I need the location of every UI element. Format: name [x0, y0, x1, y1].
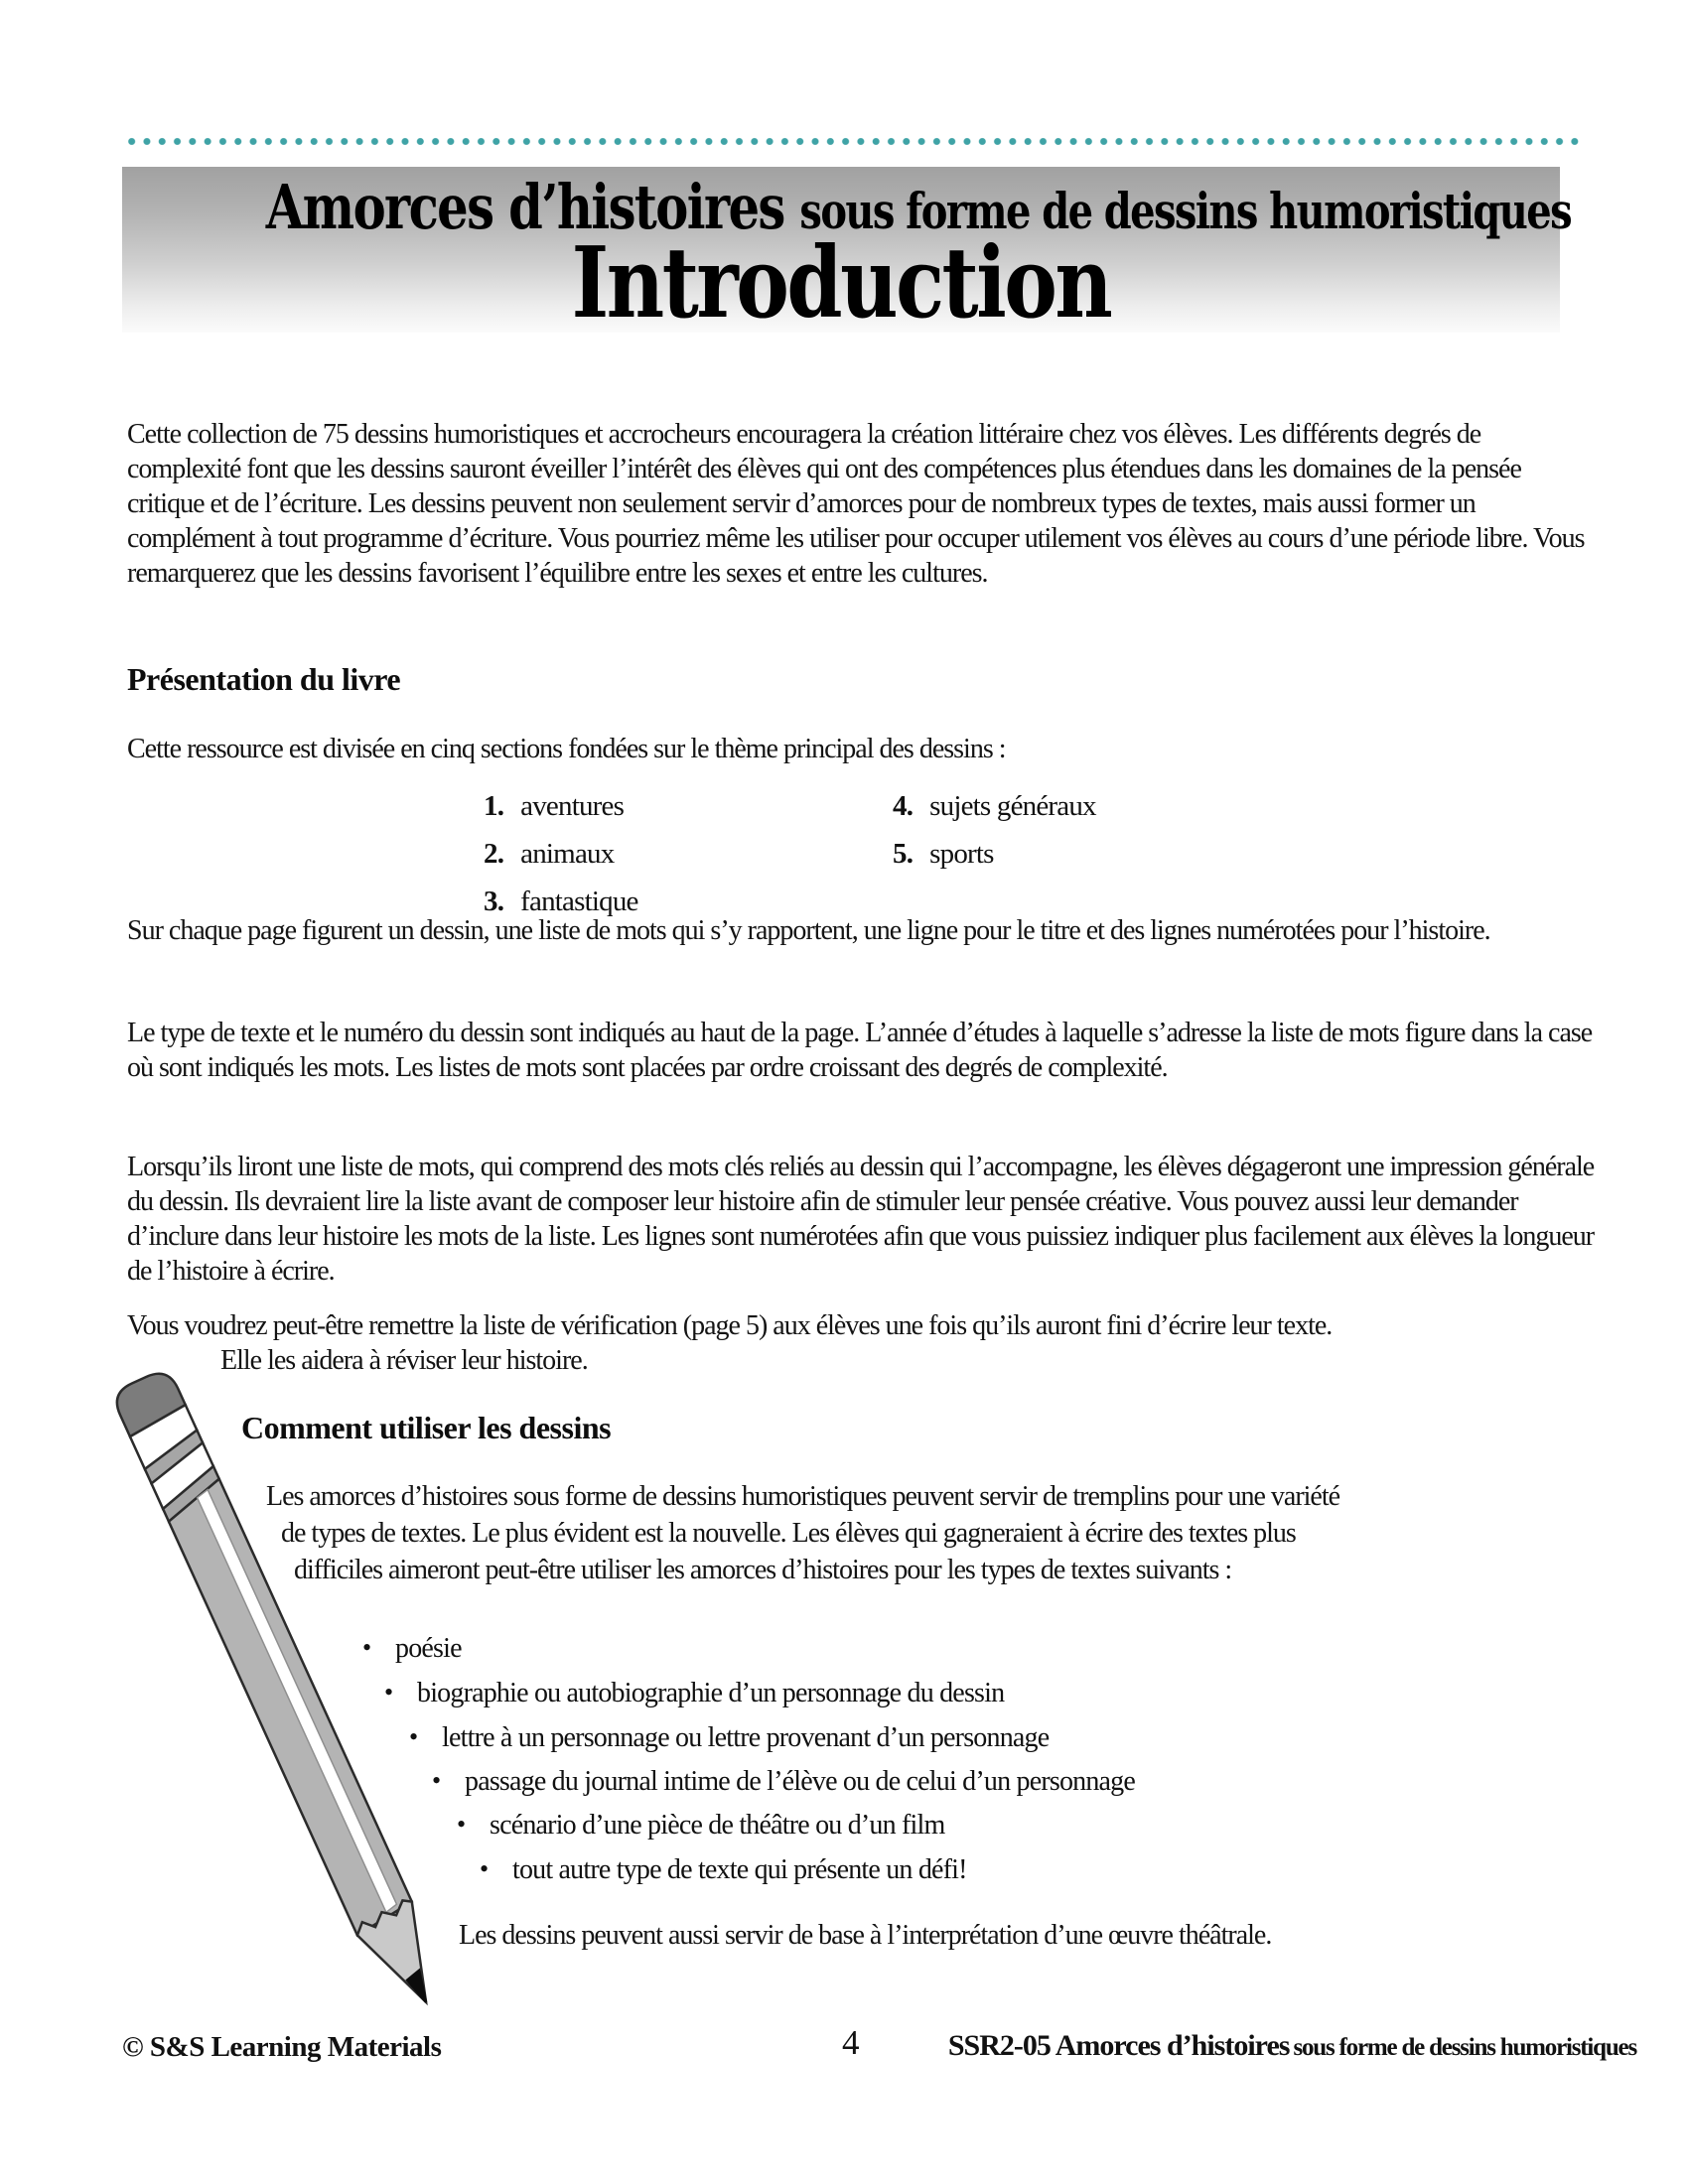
book-title: Amorces d’histoires [265, 171, 784, 243]
footer-page-number: 4 [842, 2023, 860, 2062]
list-item-number: 2. [484, 838, 504, 870]
list-item [893, 838, 994, 871]
list-item [893, 790, 1096, 823]
footer-code-subtitle: sous forme de dessins humoristiques [1293, 2034, 1636, 2061]
list-item-number: 5. [893, 838, 914, 870]
list-item-label: fantastique [520, 886, 638, 917]
section-heading-howto: Comment utiliser les dessins [241, 1410, 612, 1445]
title-banner [122, 167, 1571, 341]
bullet-item-poesie: • poésie [362, 1633, 462, 1665]
list-item-number: 3. [484, 886, 504, 917]
howto-intro-line: Les amorces d’histoires sous forme de dessins humoristiques peuvent servir de tremplins pour une variété [266, 1481, 1340, 1512]
list-item [484, 790, 624, 823]
presentation-lead: Cette ressource est divisée en cinq sections fondées sur le thème principal des dessins : [127, 734, 1006, 764]
paragraph-checklist-line1: Vous voudrez peut-être remettre la liste de vérification (page 5) aux élèves une fois qu’ils auront fini d’écrire leur texte. [127, 1310, 1333, 1341]
footer-copyright: © S&S Learning Materials [122, 2031, 442, 2063]
bullet-item-journal: • passage du journal intime de l’élève ou de celui d’un personnage [432, 1766, 1135, 1798]
section-heading-presentation: Présentation du livre [127, 661, 401, 697]
howto-intro-line: difficiles aimeront peut-être utiliser les amorces d’histoires pour les types de textes suivants : [294, 1555, 1232, 1585]
book-subtitle: sous forme de dessins humoristiques [799, 182, 1571, 240]
intro-paragraph: Cette collection de 75 dessins humoristiques et accrocheurs encouragera la création littéraire chez vos élèves. Les différents degrés de complexité font que les dessins sauront éveiller l’intérêt des élèves qui ont des compétences plus étendues dans les domaines de la pensée critique et de l’écriture. Les dessins peuvent non seulement servir d’amorces pour de nombreux types de textes, mais aussi former un complément à tout programme d’écriture. Vous pourriez même les utiliser pour occuper utilement vos élèves au cours d’une période libre. Vous remarquerez que les dessins favorisent l’équilibre entre les sexes et entre les cultures. [127, 419, 1585, 589]
list-item [484, 838, 614, 871]
bullet-item-scenario: • scénario d’une pièce de théâtre ou d’un film [457, 1810, 944, 1842]
bullet-item-defi: • tout autre type de texte qui présente un défi! [480, 1854, 967, 1886]
paragraph-word-list: Lorsqu’ils liront une liste de mots, qui comprend des mots clés reliés au dessin qui l’accompagne, les élèves dégageront une impression générale du dessin. Ils devraient lire la liste avant de composer leur histoire afin de stimuler leur pensée créative. Vous pouvez aussi leur demander d’inclure dans leur histoire les mots de la liste. Les lignes sont numérotées afin que vous puissiez indiquer plus facilement aux élèves la longueur de l’histoire à écrire. [127, 1152, 1595, 1287]
list-item-label: sujets généraux [929, 790, 1096, 822]
paragraph-page-layout: Sur chaque page figurent un dessin, une liste de mots qui s’y rapportent, une ligne pour le titre et des lignes numérotées pour l’histoire. [127, 915, 1490, 946]
bullet-item-biographie: • biographie ou autobiographie d’un personnage du dessin [384, 1678, 1004, 1709]
page-title: Introduction [571, 226, 1111, 341]
footer-code-title: SSR2-05 Amorces d’histoires [947, 2029, 1290, 2062]
paragraph-checklist-line2: Elle les aidera à réviser leur histoire. [220, 1345, 588, 1376]
list-item-label: animaux [520, 838, 615, 870]
list-item-label: aventures [520, 790, 625, 822]
howto-closing-line: Les dessins peuvent aussi servir de base à l’interprétation d’une œuvre théâtrale. [459, 1920, 1272, 1951]
paragraph-text-type: Le type de texte et le numéro du dessin sont indiqués au haut de la page. L’année d’études à laquelle s’adresse la liste de mots figure dans la case où sont indiqués les mots. Les listes de mots sont placées par ordre croissant des degrés de complexité. [127, 1018, 1593, 1083]
howto-intro-line: de types de textes. Le plus évident est la nouvelle. Les élèves qui gagneraient à écrire des textes plus [281, 1518, 1296, 1549]
list-item-label: sports [929, 838, 994, 870]
footer-book-code [894, 2029, 1636, 2063]
list-item-number: 1. [484, 790, 504, 822]
list-item-number: 4. [893, 790, 914, 822]
bullet-item-lettre: • lettre à un personnage ou lettre provenant d’un personnage [409, 1722, 1049, 1754]
dotted-border [124, 134, 1579, 149]
